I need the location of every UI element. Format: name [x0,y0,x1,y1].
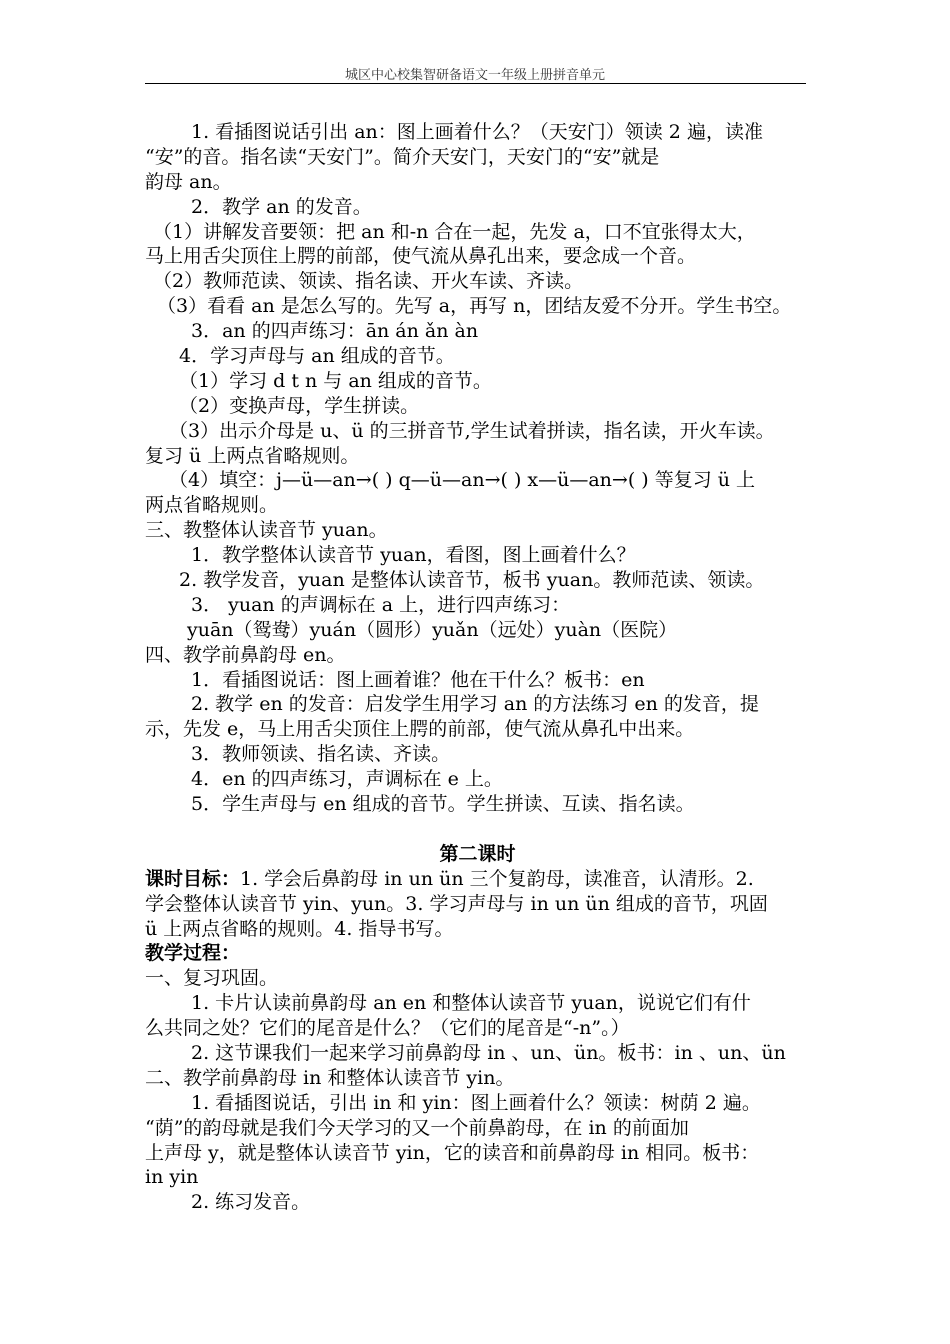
text-line [145,792,810,817]
text-line [145,1016,810,1041]
text-line [145,618,810,643]
text-line [145,394,810,419]
text-line [145,543,810,568]
text-line [145,244,810,269]
line-text: 3．an 的四声练习：ān án ǎn àn [191,320,479,343]
line-text: 2. 练习发音。 [191,1191,311,1214]
line-text: 么共同之处？它们的尾音是什么？（它们的尾音是“-n”。） [145,1017,630,1040]
text-line [145,1091,810,1116]
line-text: 三、教整体认读音节 yuan。 [145,519,388,542]
line-label: 课时目标： [145,867,241,890]
line-text: 上声母 y，就是整体认读音节 yin，它的读音和前鼻韵母 in 相同。板书： [145,1141,760,1164]
line-text: 四、教学前鼻韵母 en。 [145,643,346,666]
text-line [145,692,810,717]
line-text: 2．教学 an 的发音。 [191,195,372,218]
text-line [145,419,810,444]
text-line [145,1066,810,1091]
text-line [145,568,810,593]
text-line [145,344,810,369]
line-text: 1. 看插图说话引出 an：图上画着什么？（天安门）领读 2 遍，读准 [191,121,763,143]
text-line [145,593,810,618]
text-line [145,842,810,867]
line-text: 2. 教学 en 的发音：启发学生用学习 an 的方法练习 en 的发音，提 [191,693,759,716]
line-text: 1. 学会后鼻韵母 in un ün 三个复韵母，读准音，认清形。2. [240,867,754,890]
text-line [145,643,810,668]
text-line [145,717,810,742]
line-text: 韵母 an。 [145,170,232,193]
line-text: 3．教师领读、指名读、齐读。 [191,743,451,766]
text-line [145,1041,810,1066]
text-line [145,917,810,942]
text-line [145,941,810,966]
text-line [145,1141,810,1166]
line-text: （2）教师范读、领读、指名读、开火车读、齐读。 [153,270,584,293]
line-text: （1）学习 d t n 与 an 组成的音节。 [179,369,492,392]
line-text: （3）出示介母是 u、ü 的三拼音节,学生试着拼读，指名读，开火车读。 [169,419,775,442]
line-text: （4）填空：j—ü—an→( ) q—ü—an→( ) x—ü—an→( ) 等复习 ü 上 [169,469,756,492]
text-line [145,767,810,792]
text-line [145,294,810,319]
line-text: 5．学生声母与 en 组成的音节。学生拼读、互读、指名读。 [191,793,695,816]
text-line [145,319,810,344]
line-text: yuān（鸳鸯）yuán（圆形）yuǎn（远处）yuàn（医院） [187,618,678,641]
line-text: 二、教学前鼻韵母 in 和整体认读音节 yin。 [145,1066,515,1089]
line-text: 学会整体认读音节 yin、yun。3. 学习声母与 in un ün 组成的音节，巩固 [145,892,768,915]
line-text: 两点省略规则。 [145,494,279,517]
text-line [145,966,810,991]
line-text: “荫”的韵母就是我们今天学习的又一个前鼻韵母，在 in 的前面加 [145,1116,689,1139]
text-line [145,220,810,245]
line-text: （2）变换声母，学生拼读。 [179,394,420,417]
line-text: 1．看插图说话：图上画着谁？他在干什么？板书：en [191,668,645,691]
text-line [145,867,810,892]
line-text: ü 上两点省略的规则。4. 指导书写。 [145,917,454,940]
text-line [145,195,810,220]
line-text: 2. 这节课我们一起来学习前鼻韵母 in 、un、ün。板书：in 、un、ün [191,1041,786,1064]
line-text: 示，先发 e，马上用舌尖顶住上腭的前部，使气流从鼻孔中出来。 [145,718,695,741]
line-text: in yin [145,1166,199,1189]
text-line [145,170,810,195]
line-text: 1．教学整体认读音节 yuan，看图，图上画着什么？ [191,544,636,567]
text-line [145,444,810,469]
line-text: （3）看看 an 是怎么写的。先写 a，再写 n，团结友爱不分开。学生书空。 [157,295,792,318]
text-line [145,518,810,543]
line-text: 一、复习巩固。 [145,967,279,990]
line-text: “安”的音。指名读“天安门”。简介天安门，天安门的“安”就是 [145,145,660,168]
text-line [145,742,810,767]
line-text: 教学过程： [145,942,241,965]
line-text: 4．en 的四声练习，声调标在 e 上。 [191,768,503,791]
text-line [145,468,810,493]
document-body [145,120,810,1215]
text-line [145,668,810,693]
text-line [145,1190,810,1215]
text-line [145,369,810,394]
line-text: （1）讲解发音要领：把 an 和-n 合在一起，先发 a，口不宜张得太大， [153,220,756,243]
text-line [145,817,810,842]
text-line [145,269,810,294]
line-text: 1. 看插图说话，引出 in 和 yin：图上画着什么？领读：树荫 2 遍。 [191,1091,761,1114]
text-line [145,493,810,518]
line-text: 复习 ü 上两点省略规则。 [145,444,360,467]
line-text: 4．学习声母与 an 组成的音节。 [179,345,455,368]
line-text: 3． yuan 的声调标在 a 上，进行四声练习： [191,593,571,616]
line-text: 2. 教学发音，yuan 是整体认读音节，板书 yuan。教师范读、领读。 [179,569,765,592]
line-text: 第二课时 [439,842,516,865]
text-line [145,892,810,917]
text-line [145,1165,810,1190]
text-line [145,120,810,145]
text-line [145,991,810,1016]
page-header: 城区中心校集智研备语文一年级上册拼音单元 [344,68,605,83]
text-line [145,1116,810,1141]
line-text: 马上用舌尖顶住上腭的前部，使气流从鼻孔出来，要念成一个音。 [145,245,697,268]
line-text: 1. 卡片认读前鼻韵母 an en 和整体认读音节 yuan，说说它们有什 [191,992,751,1015]
header-divider [145,83,806,84]
text-line [145,145,810,170]
